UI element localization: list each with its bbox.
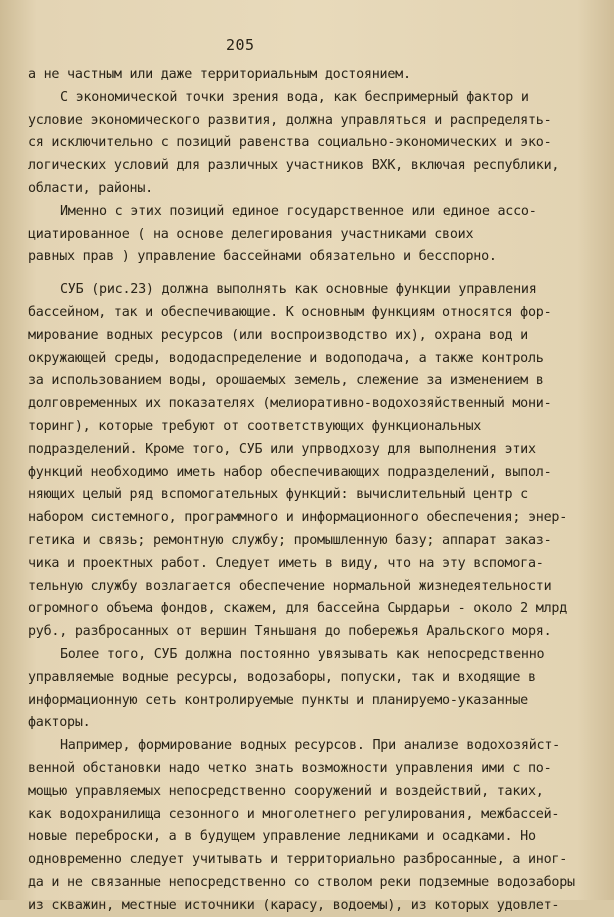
text-line: торинг), которые требуют от соответствующих функциональных <box>28 418 482 434</box>
text-line: няющих целый ряд вспомогательных функций: вычислительный центр с <box>28 487 528 503</box>
text-line: Более того, СУБ должна постоянно увязывать как непосредственно <box>60 646 545 662</box>
text-line: циатированное ( на основе делегирования участниками своих <box>28 226 474 242</box>
paragraph-gap <box>28 269 588 279</box>
text-line: области, районы. <box>28 180 153 196</box>
text-line: Именно с этих позиций единое государственное или единое ассо- <box>60 203 537 219</box>
body-text <box>28 64 588 917</box>
text-line: чика и проектных работ. Следует иметь в виду, что на эту вспомога- <box>28 555 544 571</box>
text-line: подразделений. Кроме того, СУБ или упрводхозу для выполнения этих <box>28 441 536 457</box>
text-line: информационную сеть контролируемые пункты и планируемо-указанные <box>28 692 528 708</box>
text-line: долговременных их показателях (мелиоративно-водохозяйственный мони- <box>28 396 552 412</box>
text-line: да и не связанные непосредственно со стволом реки подземные водозаборы <box>28 874 575 890</box>
text-line: венной обстановки надо четко знать возможности управления ими с по- <box>28 760 552 776</box>
text-line: мирование водных ресурсов (или воспроизводство их), охрана вод и <box>28 327 528 343</box>
text-line: равных прав ) управление бассейнами обязательно и бесспорно. <box>28 249 497 265</box>
text-line: бассейном, так и обеспечивающие. К основным функциям относятся фор- <box>28 304 552 320</box>
text-line: мощью управляемых непосредственно сооружений и воздействий, таких, <box>28 783 544 799</box>
page-number: 205 <box>226 36 255 54</box>
text-line: факторы. <box>28 715 91 731</box>
text-line: новые переброски, а в будущем управление ледниками и осадками. Но <box>28 829 536 845</box>
text-line: гетика и связь; ремонтную службу; промышленную базу; аппарат заказ- <box>28 532 552 548</box>
text-line: за использованием воды, орошаемых земель, слежение за изменением в <box>28 373 544 389</box>
text-line: тельную службу возлагается обеспечение нормальной жизнедеятельности <box>28 578 552 594</box>
text-line: огромного объема фондов, скажем, для бассейна Сырдарьи - около 2 млрд <box>28 601 568 617</box>
text-line: из скважин, местные источники (карасу, водоемы), из которых удовлет- <box>28 897 560 913</box>
text-line: функций необходимо иметь набор обеспечивающих подразделений, выпол- <box>28 464 552 480</box>
text-line: набором системного, программного и информационного обеспечения; энер- <box>28 510 568 526</box>
text-line: ся исключительно с позиций равенства социально-экономических и эко- <box>28 135 552 151</box>
text-line: одновременно следует учитывать и территориально разбросанные, а иног- <box>28 852 568 868</box>
text-line: управляемые водные ресурсы, водозаборы, попуски, так и входящие в <box>28 669 536 685</box>
text-line: С экономической точки зрения вода, как беспримерный фактор и <box>60 89 529 105</box>
text-line: логических условий для различных участников ВХК, включая республики, <box>28 158 560 174</box>
text-line: окружающей среды, вододаспределение и водоподача, а также контроль <box>28 350 544 366</box>
text-line: а не частным или даже территориальным достоянием. <box>28 67 411 82</box>
text-line: Например, формирование водных ресурсов. При анализе водохозяйст- <box>60 738 560 754</box>
text-line: как водохранилища сезонного и многолетнего регулирования, межбассей- <box>28 806 560 822</box>
text-line: условие экономического развития, должна управляться и распределять- <box>28 112 552 128</box>
text-line: руб., разбросанных от вершин Тяньшаня до побережья Аральского моря. <box>28 624 552 640</box>
text-line: СУБ (рис.23) должна выполнять как основные функции управления <box>60 282 537 298</box>
